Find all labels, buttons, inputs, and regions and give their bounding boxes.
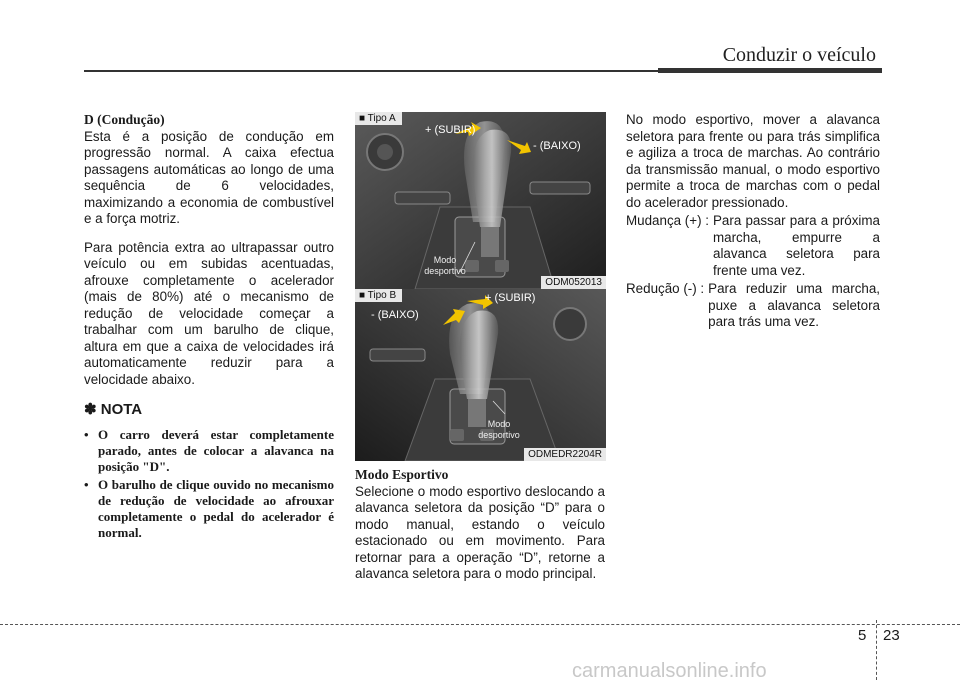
upshift-term: Mudança (+) : bbox=[626, 213, 709, 228]
footer-rule bbox=[0, 624, 960, 625]
downshift-term: Redução (-) : bbox=[626, 281, 705, 296]
page-number-divider bbox=[876, 620, 877, 680]
label-shift-up-a: + (SUBIR) bbox=[425, 124, 476, 136]
gear-shifter-photo-type-b bbox=[355, 289, 606, 461]
gear-shifter-photo-type-a bbox=[355, 112, 606, 289]
label-shift-down-b: - (BAIXO) bbox=[371, 309, 419, 321]
middle-column-text bbox=[355, 467, 605, 583]
note-item: • O carro deverá estar completamente parado, antes de colocar a alavanca na posição "D". bbox=[84, 426, 334, 474]
shifter-illustration-a bbox=[355, 112, 606, 289]
section-heading-sport-mode: Modo Esportivo bbox=[355, 467, 449, 482]
paragraph-sport-mode-detail: No modo esportivo, mover a alavanca seletora para frente ou para trás simplifica e agiliza a troca de marchas. Ao contrário da transmissão manual, o modo esportivo permite a troca de marchas com o pedal do acelerador pressionado. bbox=[626, 112, 880, 210]
chapter-number: 5 bbox=[858, 627, 867, 644]
label-shift-down-a: - (BAIXO) bbox=[533, 140, 581, 152]
watermark: carmanualsonline.info bbox=[572, 660, 767, 682]
label-sport-mode-b: Modo desportivo bbox=[478, 419, 520, 440]
page-number: 23 bbox=[883, 627, 900, 644]
note-list bbox=[84, 427, 334, 541]
paragraph-drive-2: Para potência extra ao ultrapassar outro veículo ou em subidas acentuadas, afrouxe completamente o acelerador (mais de 80%) até o mecanismo de redução de velocidade começar a trabalhar com um barulho de clique, altura em que a caixa de velocidades irá automaticamente reduzir para a velocidade abaixo. bbox=[84, 239, 334, 387]
definition-downshift bbox=[626, 281, 880, 331]
section-heading-drive: D (Condução) bbox=[84, 112, 165, 127]
figure-code-a: ODM052013 bbox=[541, 276, 606, 289]
header-rule-accent bbox=[658, 68, 882, 73]
figure-tag-a: ■ Tipo A bbox=[355, 112, 402, 125]
note-title: ✽ NOTA bbox=[84, 401, 143, 418]
note-item: • O barulho de clique ouvido no mecanismo de redução de velocidade ao afrouxar completamente o pedal do acelerador é normal. bbox=[84, 476, 334, 540]
paragraph-drive-1: Esta é a posição de condução em progressão normal. A caixa efectua passagens automáticas ao longo de uma sequência de 6 velocidades, maximizando a economia de combustível e a força motriz. bbox=[84, 128, 334, 226]
paragraph-sport-mode: Selecione o modo esportivo deslocando a alavanca seletora da posição “D” para o modo manual, estando o veículo estacionado ou em movimento. Para retornar para a operação “D”, retorne a alavanca seletora para o modo principal. bbox=[355, 483, 605, 581]
label-sport-mode-a: Modo desportivo bbox=[424, 255, 466, 276]
figure-tag-b: ■ Tipo B bbox=[355, 289, 402, 302]
right-column bbox=[626, 112, 880, 331]
page-header-title: Conduzir o veículo bbox=[722, 44, 876, 66]
figure-code-b: ODMEDR2204R bbox=[524, 448, 606, 461]
left-column bbox=[84, 112, 334, 543]
upshift-description: Para passar para a próxima marcha, empurre a alavanca seletora para frente uma vez. bbox=[713, 213, 880, 278]
downshift-description: Para reduzir uma marcha, puxe a alavanca seletora para trás uma vez. bbox=[708, 281, 880, 329]
definition-upshift bbox=[626, 213, 880, 279]
label-shift-up-b: + (SUBIR) bbox=[485, 292, 536, 304]
